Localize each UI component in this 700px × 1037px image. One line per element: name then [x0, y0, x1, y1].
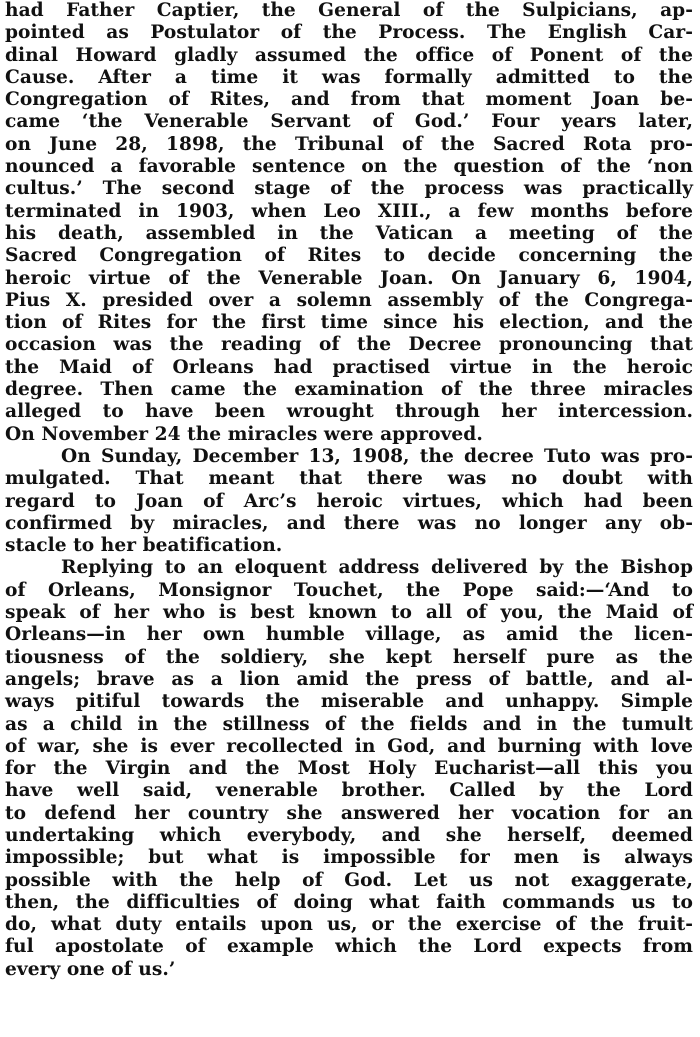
text-line: terminated in 1903, when Leo XIII., a few months before: [5, 200, 693, 222]
text-line: Congregation of Rites, and from that moment Joan be-: [5, 89, 693, 111]
text-line: on June 28, 1898, the Tribunal of the Sacred Rota pro-: [5, 133, 693, 155]
text-line: as a child in the stillness of the fields and in the tumult: [5, 713, 693, 735]
text-line: do, what duty entails upon us, or the exercise of the fruit-: [5, 914, 693, 936]
paragraph: [5, 446, 693, 557]
text-line: tiousness of the soldiery, she kept herself pure as the: [5, 646, 693, 668]
text-line: On Sunday, December 13, 1908, the decree Tuto was pro-: [61, 445, 693, 467]
text-line: ways pitiful towards the miserable and unhappy. Simple: [5, 691, 693, 713]
text-line: have well said, venerable brother. Called by the Lord: [5, 780, 693, 802]
text-line: Sacred Congregation of Rites to decide concerning the: [5, 245, 693, 267]
text-line: speak of her who is best known to all of you, the Maid of: [5, 602, 693, 624]
text-line: every one of us.’: [5, 958, 176, 980]
text-line: Orleans—in her own humble village, as amid the licen-: [5, 624, 693, 646]
text-line: heroic virtue of the Venerable Joan. On January 6, 1904,: [5, 267, 693, 289]
text-line: cultus.’ The second stage of the process was practically: [5, 178, 693, 200]
paragraph: [5, 0, 693, 446]
text-line: of war, she is ever recollected in God, and burning with love: [5, 735, 693, 757]
text-line: confirmed by miracles, and there was no longer any ob-: [5, 512, 693, 534]
text-line: Replying to an eloquent address delivered by the Bishop: [61, 557, 693, 579]
text-line: angels; brave as a lion amid the press of battle, and al-: [5, 668, 693, 690]
text-line: for the Virgin and the Most Holy Eucharist—all this you: [5, 758, 693, 780]
text-line: nounced a favorable sentence on the question of the ‘non: [5, 156, 693, 178]
text-line: then, the difficulties of doing what faith commands us to: [5, 891, 693, 913]
text-line: stacle to her beatification.: [5, 535, 283, 557]
text-line: the Maid of Orleans had practised virtue in the heroic: [5, 356, 693, 378]
text-line: tion of Rites for the first time since his election, and the: [5, 312, 693, 334]
text-line: his death, assembled in the Vatican a meeting of the: [5, 222, 693, 244]
paragraph: [5, 557, 693, 981]
document-page: [5, 0, 693, 981]
text-line: Pius X. presided over a solemn assembly of the Congrega-: [5, 289, 693, 311]
text-line: of Orleans, Monsignor Touchet, the Pope said:—‘And to: [5, 579, 693, 601]
text-line: degree. Then came the examination of the three miracles: [5, 379, 693, 401]
text-line: to defend her country she answered her vocation for an: [5, 802, 693, 824]
text-line: came ‘the Venerable Servant of God.’ Four years later,: [5, 111, 693, 133]
text-line: impossible; but what is impossible for men is always: [5, 847, 693, 869]
text-line: pointed as Postulator of the Process. The English Car-: [5, 22, 693, 44]
text-line: ful apostolate of example which the Lord expects from: [5, 936, 693, 958]
text-line: Cause. After a time it was formally admitted to the: [5, 66, 693, 88]
text-line: occasion was the reading of the Decree pronouncing that: [5, 334, 693, 356]
text-line: possible with the help of God. Let us not exaggerate,: [5, 869, 693, 891]
text-line: undertaking which everybody, and she herself, deemed: [5, 824, 693, 846]
text-line: mulgated. That meant that there was no doubt with: [5, 468, 693, 490]
text-line: On November 24 the miracles were approved.: [5, 423, 483, 445]
text-line: had Father Captier, the General of the Sulpicians, ap-: [5, 0, 693, 21]
text-line: dinal Howard gladly assumed the office of Ponent of the: [5, 44, 693, 66]
text-line: alleged to have been wrought through her intercession.: [5, 401, 693, 423]
text-line: regard to Joan of Arc’s heroic virtues, which had been: [5, 490, 693, 512]
